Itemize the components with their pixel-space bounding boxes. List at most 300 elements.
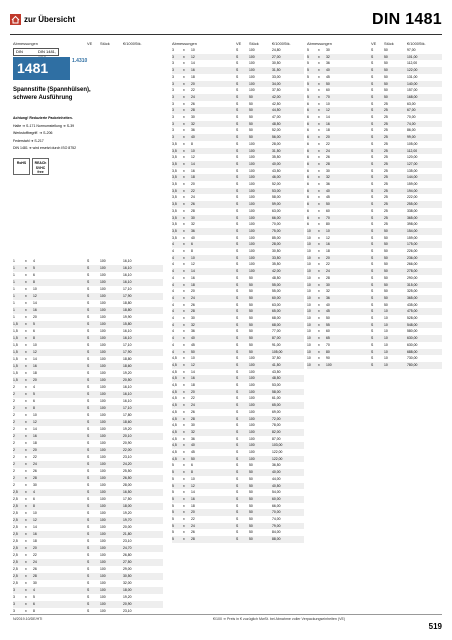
cell-length: 45: [191, 450, 195, 454]
cell-price: 86,00: [407, 128, 416, 133]
table-row: [172, 141, 304, 148]
table-row: [172, 101, 304, 108]
table-row: [13, 489, 163, 496]
cell-ve: S: [87, 322, 90, 326]
cell-qty: 50: [249, 517, 253, 521]
cell-ve: S: [87, 301, 90, 305]
cell-x: x: [183, 215, 185, 220]
table-row: [13, 580, 163, 587]
cell-ve: S: [371, 342, 374, 347]
cell-price: 17,80: [123, 413, 132, 417]
cell-qty: 100: [100, 595, 106, 599]
cell-price: 630,00: [407, 336, 418, 341]
cell-x: x: [25, 399, 27, 403]
table-row: [172, 308, 304, 315]
cell-price: 20,10: [123, 434, 132, 438]
cell-qty: 50: [249, 309, 253, 314]
cell-length: 8: [191, 141, 193, 146]
cell-diameter: 1,5: [13, 378, 18, 382]
cell-x: x: [25, 315, 27, 319]
cell-length: 10: [33, 343, 37, 347]
material-code: 1.4310: [72, 58, 88, 64]
table-row: [172, 255, 304, 262]
cell-ve: S: [87, 462, 90, 466]
cell-diameter: 3: [172, 108, 174, 113]
cell-x: x: [318, 322, 320, 327]
cell-qty: 100: [249, 242, 255, 247]
cell-length: 16: [33, 364, 37, 368]
cell-price: 66,00: [272, 503, 281, 508]
cell-length: 24: [33, 560, 37, 564]
cell-diameter: 4: [172, 262, 174, 267]
cell-length: 6: [33, 273, 35, 277]
cell-diameter: 10: [307, 235, 311, 240]
cell-ve: S: [87, 315, 90, 319]
cell-qty: 100: [249, 155, 255, 160]
cell-length: 32: [191, 429, 195, 434]
table-row: [307, 87, 442, 94]
cell-ve: S: [371, 88, 374, 93]
cell-length: 24: [326, 148, 330, 153]
cell-qty: 10: [384, 336, 388, 341]
cell-ve: S: [87, 490, 90, 494]
cell-qty: 100: [249, 175, 255, 180]
table-row: [13, 307, 163, 314]
cell-qty: 100: [249, 456, 255, 461]
cell-x: x: [183, 537, 185, 542]
table-row: [307, 221, 442, 228]
cell-qty: 100: [100, 588, 106, 592]
cell-ve: S: [236, 403, 239, 408]
table-row: [172, 134, 304, 141]
cell-x: x: [183, 115, 185, 119]
cell-price: 338,00: [407, 208, 418, 213]
table-row: [13, 342, 163, 349]
cell-ve: S: [236, 121, 239, 126]
table-row: [307, 141, 442, 148]
cell-price: 475,00: [407, 309, 418, 314]
cell-diameter: 6: [307, 121, 309, 126]
footer-divider: [10, 614, 442, 615]
cell-price: 23,10: [123, 455, 132, 459]
table-row: [172, 382, 304, 389]
table-row: [172, 295, 304, 302]
cell-ve: S: [236, 208, 239, 213]
cell-length: 36: [191, 329, 195, 334]
cell-price: 48,50: [272, 121, 281, 126]
cell-diameter: 10: [307, 322, 311, 327]
cell-ve: S: [371, 362, 374, 367]
cell-length: 20: [326, 135, 330, 140]
cell-length: 40: [326, 68, 330, 73]
cell-diameter: 4: [172, 249, 174, 253]
cell-qty: 50: [384, 228, 388, 233]
note-line[interactable]: Werkstoffbegriff. ➔ S-206: [13, 131, 53, 135]
cell-diameter: 5: [172, 517, 174, 521]
table-row: [13, 279, 163, 286]
cell-qty: 25: [384, 128, 388, 133]
table-row: [307, 215, 442, 222]
cell-length: 22: [191, 88, 195, 93]
cell-diameter: 3: [13, 609, 15, 613]
cell-qty: 100: [100, 525, 106, 529]
cell-ve: S: [87, 483, 90, 487]
table-row: [13, 300, 163, 307]
cell-length: 24: [326, 269, 330, 274]
cell-length: 4: [33, 259, 35, 263]
cell-x: x: [183, 249, 185, 253]
note-line: DIN 1481 ➔ wird ersetzt durch ISO 8752: [13, 146, 77, 150]
cell-qty: 10: [384, 329, 388, 334]
cell-length: 36: [191, 228, 195, 233]
cell-diameter: 6: [307, 141, 309, 146]
cell-diameter: 4,5: [172, 450, 177, 454]
cell-x: x: [183, 269, 185, 274]
cell-length: 4: [33, 588, 35, 592]
cell-ve: S: [236, 175, 239, 180]
cell-ve: S: [87, 287, 90, 291]
table-row: [307, 288, 442, 295]
cell-diameter: 1: [13, 308, 15, 312]
cell-ve: S: [236, 483, 239, 488]
table-row: [172, 315, 304, 322]
cell-diameter: 5: [307, 68, 309, 73]
cell-price: 548,00: [407, 322, 418, 327]
cell-diameter: 4: [172, 316, 174, 320]
cell-length: 22: [33, 553, 37, 557]
cell-price: 75,00: [272, 228, 281, 233]
cell-x: x: [183, 376, 185, 381]
cell-diameter: 6: [307, 108, 309, 113]
cell-x: x: [318, 168, 320, 173]
col-price: €/1000Stk.: [123, 41, 142, 46]
cell-qty: 100: [100, 413, 106, 417]
cell-price: 63,00: [272, 302, 281, 307]
cell-ve: S: [87, 427, 90, 431]
cell-x: x: [183, 88, 185, 93]
table-row: [172, 402, 304, 409]
cell-price: 70,00: [272, 510, 281, 515]
cell-price: 74,00: [407, 121, 416, 126]
cell-x: x: [25, 385, 27, 389]
cell-price: 16,10: [123, 329, 132, 333]
cell-price: 52,00: [272, 128, 281, 133]
cell-x: x: [183, 403, 185, 408]
cell-diameter: 10: [307, 275, 311, 280]
cell-qty: 100: [100, 329, 106, 333]
cell-diameter: 4,5: [172, 423, 177, 428]
cell-x: x: [318, 309, 320, 314]
table-row: [172, 355, 304, 362]
cell-diameter: 1,5: [13, 364, 18, 368]
cell-length: 60: [326, 208, 330, 213]
cell-length: 20: [326, 255, 330, 260]
cell-diameter: 5: [172, 476, 174, 481]
cell-x: x: [25, 413, 27, 417]
cell-ve: S: [236, 362, 239, 367]
cell-length: 14: [33, 301, 37, 305]
cell-price: 63,00: [407, 101, 416, 106]
cell-x: x: [318, 195, 320, 200]
cell-price: 19,20: [123, 511, 132, 515]
cell-length: 28: [191, 108, 195, 113]
cell-ve: S: [236, 81, 239, 86]
table-row: [172, 60, 304, 67]
cell-price: 122,00: [272, 450, 283, 454]
cell-length: 26: [326, 155, 330, 160]
table-row: [172, 302, 304, 309]
cell-qty: 100: [249, 141, 255, 146]
cell-diameter: 4: [172, 275, 174, 280]
cell-ve: S: [371, 135, 374, 140]
cell-diameter: 3,5: [172, 148, 177, 153]
table-row: [13, 447, 163, 454]
cell-qty: 100: [249, 356, 255, 361]
cell-diameter: 3,5: [172, 161, 177, 166]
table-row: [13, 601, 163, 608]
cell-x: x: [318, 342, 320, 347]
col-ve: VE: [236, 41, 242, 46]
cell-x: x: [318, 101, 320, 106]
cell-qty: 100: [100, 406, 106, 410]
cell-diameter: 4,5: [172, 409, 177, 414]
cell-diameter: 3: [172, 88, 174, 93]
compliance-badges: [13, 158, 49, 175]
cell-ve: S: [87, 329, 90, 333]
cell-price: 55,00: [272, 282, 281, 287]
cell-price: 20,90: [123, 602, 132, 606]
cell-diameter: 5: [307, 94, 309, 99]
table-row: [172, 241, 304, 248]
cell-length: 100: [326, 362, 332, 367]
cell-x: x: [183, 322, 185, 327]
cell-price: 48,50: [272, 275, 281, 280]
cell-ve: S: [87, 455, 90, 459]
cell-x: x: [183, 503, 185, 508]
table-row: [13, 370, 163, 377]
cell-price: 19,70: [123, 518, 132, 522]
cell-qty: 50: [384, 289, 388, 294]
cell-x: x: [318, 202, 320, 207]
cell-diameter: 4,5: [172, 429, 177, 434]
cell-length: 70: [326, 215, 330, 220]
cell-diameter: 2,5: [13, 532, 18, 536]
cell-price: 53,00: [272, 188, 281, 193]
cell-x: x: [318, 269, 320, 274]
cell-price: 82,00: [272, 429, 281, 434]
table-row: [172, 188, 304, 195]
cell-price: 67,00: [407, 108, 416, 113]
cell-qty: 100: [100, 357, 106, 361]
cell-qty: 50: [249, 503, 253, 508]
cell-qty: 50: [249, 463, 253, 468]
cell-diameter: 4,5: [172, 416, 177, 421]
cell-qty: 100: [100, 322, 106, 326]
table-row: [172, 194, 304, 201]
cell-price: 43,50: [272, 369, 281, 374]
table-row: [307, 74, 442, 81]
cell-length: 12: [191, 483, 195, 488]
cell-diameter: 3: [172, 115, 174, 119]
cell-ve: S: [236, 155, 239, 160]
cell-qty: 100: [249, 208, 255, 213]
cell-x: x: [183, 208, 185, 213]
cell-length: 18: [191, 175, 195, 180]
cell-diameter: 2: [13, 462, 15, 466]
cell-diameter: 2,5: [13, 553, 18, 557]
note-line[interactable]: Halte ➔ S-171 Normumstellung ➔ S-39: [13, 123, 75, 128]
table-row: [13, 440, 163, 447]
cell-x: x: [25, 469, 27, 473]
table-row: [307, 322, 442, 329]
cell-ve: S: [87, 343, 90, 347]
cell-price: 37,50: [272, 356, 281, 361]
cell-x: x: [25, 392, 27, 396]
cell-diameter: 2,5: [13, 490, 18, 494]
cell-ve: S: [371, 195, 374, 200]
cell-x: x: [183, 362, 185, 367]
table-row: [172, 483, 304, 490]
cell-length: 50: [326, 202, 330, 207]
cell-qty: 25: [384, 182, 388, 186]
cell-length: 6: [33, 602, 35, 606]
table-row: [13, 433, 163, 440]
cell-price: 32,00: [123, 581, 132, 585]
cell-x: x: [318, 329, 320, 334]
cell-qty: 50: [384, 255, 388, 260]
cell-diameter: 3: [172, 135, 174, 140]
cell-price: 87,00: [272, 436, 281, 441]
cell-diameter: 4,5: [172, 376, 177, 381]
cell-x: x: [318, 295, 320, 300]
cell-x: x: [183, 496, 185, 501]
cell-length: 8: [191, 470, 193, 475]
table-row: [13, 293, 163, 300]
cell-ve: S: [87, 567, 90, 571]
cell-ve: S: [87, 532, 90, 536]
cell-length: 30: [191, 423, 195, 428]
cell-qty: 10: [384, 356, 388, 361]
cell-x: x: [25, 490, 27, 494]
cell-ve: S: [236, 316, 239, 320]
cell-ve: S: [87, 581, 90, 585]
table-row: [307, 154, 442, 161]
cell-qty: 50: [249, 470, 253, 475]
cell-length: 14: [191, 490, 195, 495]
table-row: [172, 268, 304, 275]
cell-length: 22: [191, 396, 195, 401]
cell-qty: 100: [100, 476, 106, 480]
cell-price: 103,00: [272, 443, 283, 448]
cell-ve: S: [87, 602, 90, 606]
cell-qty: 50: [384, 74, 388, 79]
cell-diameter: 2,5: [13, 567, 18, 571]
cell-x: x: [25, 455, 27, 459]
table-row: [172, 107, 304, 114]
cell-length: 20: [191, 510, 195, 515]
cell-price: 131,00: [407, 74, 418, 79]
cell-qty: 100: [249, 188, 255, 193]
cell-x: x: [183, 409, 185, 414]
cell-qty: 100: [100, 371, 106, 375]
cell-price: 365,00: [407, 215, 418, 220]
table-row: [172, 429, 304, 436]
cell-qty: 100: [249, 429, 255, 434]
cell-x: x: [318, 349, 320, 354]
cell-price: 23,10: [123, 539, 132, 543]
cell-price: 65,00: [272, 309, 281, 314]
table-row: [13, 545, 163, 552]
table-row: [172, 215, 304, 222]
cell-price: 398,00: [407, 222, 418, 227]
table-row: [13, 314, 163, 321]
cell-price: 16,50: [123, 490, 132, 494]
cell-ve: S: [236, 329, 239, 334]
cell-qty: 100: [100, 609, 106, 613]
cell-x: x: [25, 567, 27, 571]
table-row: [172, 47, 304, 54]
cell-length: 18: [191, 282, 195, 287]
cell-diameter: 1: [13, 315, 15, 319]
cell-length: 40: [191, 235, 195, 240]
cell-qty: 100: [100, 343, 106, 347]
note-line[interactable]: Federstahl ➔ S-217: [13, 138, 44, 143]
cell-x: x: [318, 228, 320, 233]
table-row: [13, 594, 163, 601]
cell-ve: S: [371, 235, 374, 240]
table-row: [307, 67, 442, 74]
cell-diameter: 1,5: [13, 329, 18, 333]
cell-qty: 100: [100, 308, 106, 312]
cell-diameter: 2: [13, 476, 15, 480]
cell-x: x: [183, 490, 185, 495]
cell-x: x: [25, 287, 27, 291]
cell-price: 36,50: [272, 463, 281, 468]
cell-price: 42,50: [272, 101, 281, 106]
cell-x: x: [25, 301, 27, 305]
cell-diameter: 10: [307, 269, 311, 274]
cell-qty: 10: [384, 349, 388, 354]
table-row: [172, 496, 304, 503]
cell-qty: 100: [249, 182, 255, 186]
table-row: [172, 469, 304, 476]
cell-x: x: [318, 255, 320, 260]
cell-qty: 100: [100, 490, 106, 494]
table-row: [13, 272, 163, 279]
cell-x: x: [25, 532, 27, 536]
cell-diameter: 3: [13, 595, 15, 599]
cell-price: 730,00: [407, 356, 418, 361]
cell-qty: 50: [384, 48, 388, 52]
cell-price: 28,00: [123, 483, 132, 487]
table-row: [172, 369, 304, 376]
cell-length: 18: [33, 371, 37, 375]
back-to-overview-link[interactable]: [10, 14, 75, 25]
cell-diameter: 3,5: [172, 228, 177, 233]
cell-price: 112,00: [407, 61, 418, 66]
table-row: [13, 531, 163, 538]
cell-price: 43,50: [272, 168, 281, 173]
cell-length: 6: [33, 329, 35, 333]
cell-length: 12: [33, 350, 37, 354]
cell-diameter: 3,5: [172, 188, 177, 193]
table-row: [172, 335, 304, 342]
cell-ve: S: [371, 121, 374, 126]
cell-price: 40,00: [272, 161, 281, 166]
cell-length: 8: [33, 504, 35, 508]
table-row: [307, 54, 442, 61]
cell-ve: S: [236, 302, 239, 307]
